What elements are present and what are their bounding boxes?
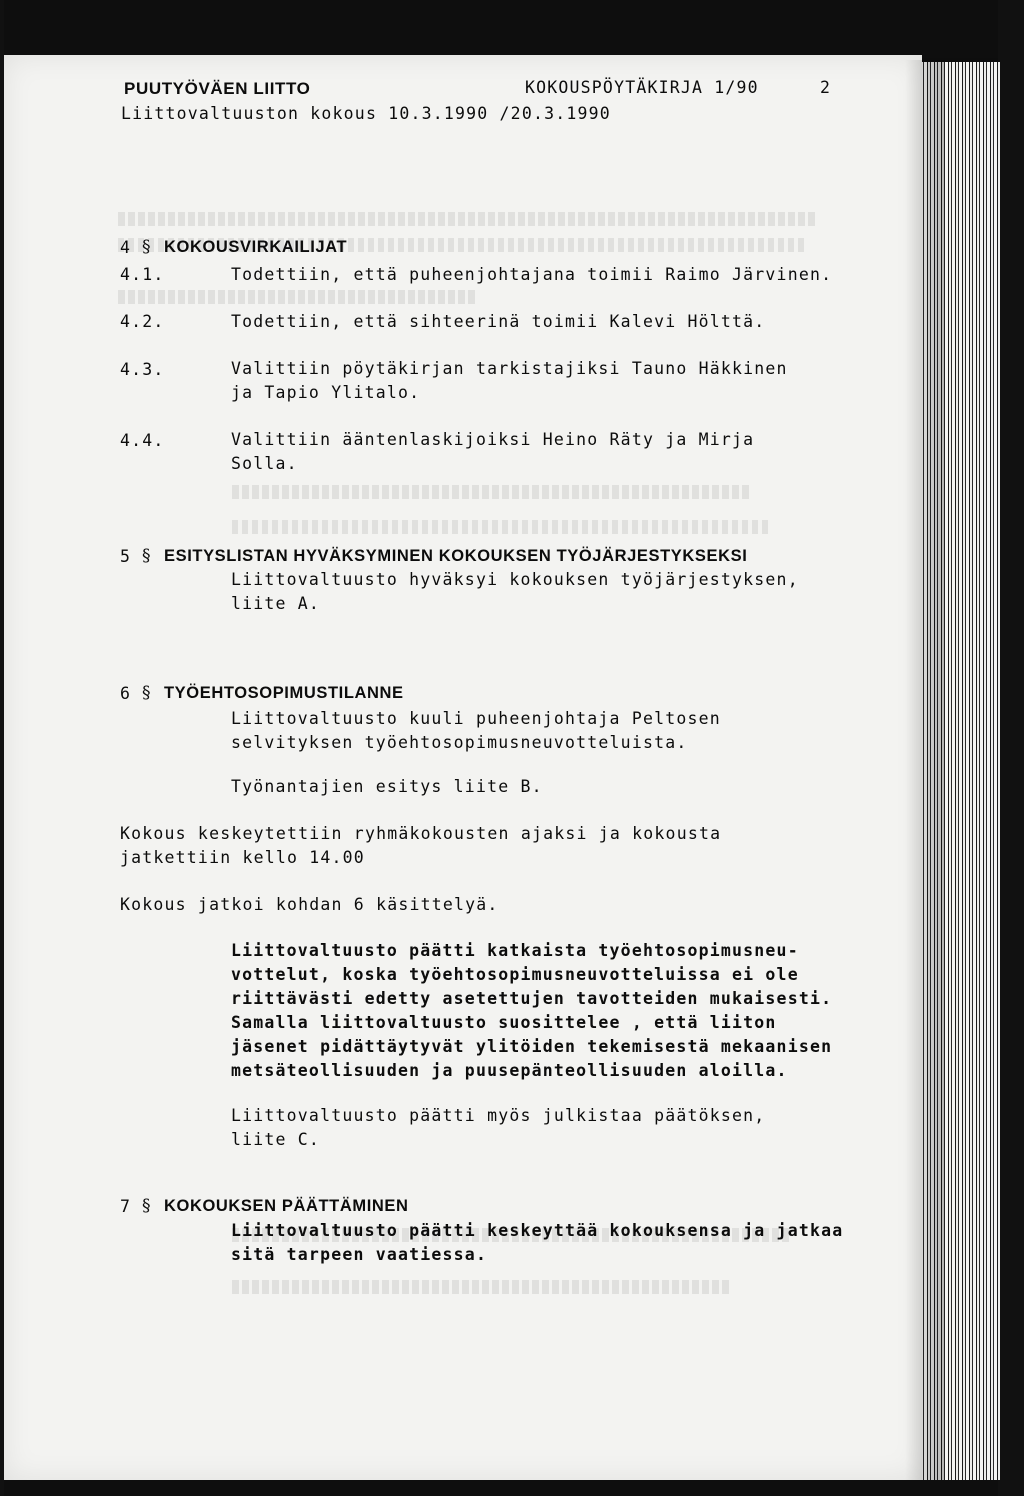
section-6-title: TYÖEHTOSOPIMUSTILANNE [164, 684, 404, 702]
scan-border-bottom [0, 1478, 1024, 1496]
attachment-note: Työnantajien esitys liite B. [231, 777, 543, 796]
page-curl-shadow [905, 60, 945, 1480]
decision-line: Liittovaltuusto päätti katkaista työehtosopimusneu- [231, 941, 799, 960]
document-title: KOKOUSPÖYTÄKIRJA 1/90 [525, 78, 759, 97]
meeting-line: Liittovaltuuston kokous 10.3.1990 /20.3.1990 [121, 104, 611, 123]
section-4-number: 4 [120, 238, 132, 257]
decision-line: metsäteollisuuden ja puusepänteollisuuden aloilla. [231, 1061, 788, 1080]
section-sign: § [142, 683, 152, 703]
section-7-title: KOKOUKSEN PÄÄTTÄMINEN [164, 1197, 409, 1215]
paragraph-line: Kokous jatkoi kohdan 6 käsittelyä. [120, 895, 499, 914]
scan-border-top [0, 0, 1024, 58]
section-7-number: 7 [120, 1197, 132, 1216]
section-sign: § [142, 546, 152, 566]
section-5-number: 5 [120, 547, 132, 566]
section-5-title: ESITYSLISTAN HYVÄKSYMINEN KOKOUKSEN TYÖJÄRJESTYKSEKSI [164, 547, 748, 565]
decision-line: vottelut, koska työehtosopimusneuvotteluissa ei ole [231, 965, 799, 984]
section-6-number: 6 [120, 684, 132, 703]
item-text: ja Tapio Ylitalo. [231, 383, 421, 402]
paragraph-line: Liittovaltuusto hyväksyi kokouksen työjärjestyksen, [231, 570, 799, 589]
paragraph-line: Kokous keskeytettiin ryhmäkokousten ajaksi ja kokousta [120, 824, 722, 843]
item-text: Todettiin, että sihteerinä toimii Kalevi Hölttä. [231, 312, 766, 331]
item-number: 4.3. [120, 360, 165, 379]
paragraph-line: Liittovaltuusto kuuli puheenjohtaja Peltosen [231, 709, 721, 728]
section-sign: § [142, 1196, 152, 1216]
decision-line: jäsenet pidättäytyvät ylitöiden tekemisestä mekaanisen [231, 1037, 833, 1056]
bleed-through [232, 485, 752, 499]
item-number: 4.1. [120, 265, 165, 284]
item-text: Valittiin ääntenlaskijoiksi Heino Räty ja Mirja [231, 430, 755, 449]
paragraph-line: selvityksen työehtosopimusneuvotteluista. [231, 733, 688, 752]
paragraph-line: liite C. [231, 1130, 321, 1149]
item-text: Valittiin pöytäkirjan tarkistajiksi Tauno Häkkinen [231, 359, 788, 378]
item-number: 4.2. [120, 312, 165, 331]
bleed-through [232, 520, 772, 534]
paragraph-line: liite A. [231, 594, 321, 613]
paragraph-line: Liittovaltuusto päätti myös julkistaa päätöksen, [231, 1106, 766, 1125]
section-sign: § [142, 237, 152, 257]
bleed-through [118, 212, 818, 226]
page-number: 2 [820, 78, 832, 97]
organization-name: PUUTYÖVÄEN LIITTO [124, 79, 311, 98]
scan-border-right [998, 0, 1024, 1496]
paragraph-line: jatkettiin kello 14.00 [120, 848, 365, 867]
section-4-title: KOKOUSVIRKAILIJAT [164, 238, 348, 256]
item-text: Solla. [231, 454, 298, 473]
bleed-through [118, 290, 478, 304]
decision-line: Samalla liittovaltuusto suosittelee , että liiton [231, 1013, 777, 1032]
decision-line: riittävästi edetty asetettujen tavotteiden mukaisesti. [231, 989, 833, 1008]
item-number: 4.4. [120, 431, 165, 450]
paragraph-line: sitä tarpeen vaatiessa. [231, 1245, 488, 1264]
bleed-through [232, 1280, 732, 1294]
item-text: Todettiin, että puheenjohtajana toimii Raimo Järvinen. [231, 265, 833, 284]
paragraph-line: Liittovaltuusto päätti keskeyttää kokouksensa ja jatkaa [231, 1221, 844, 1240]
